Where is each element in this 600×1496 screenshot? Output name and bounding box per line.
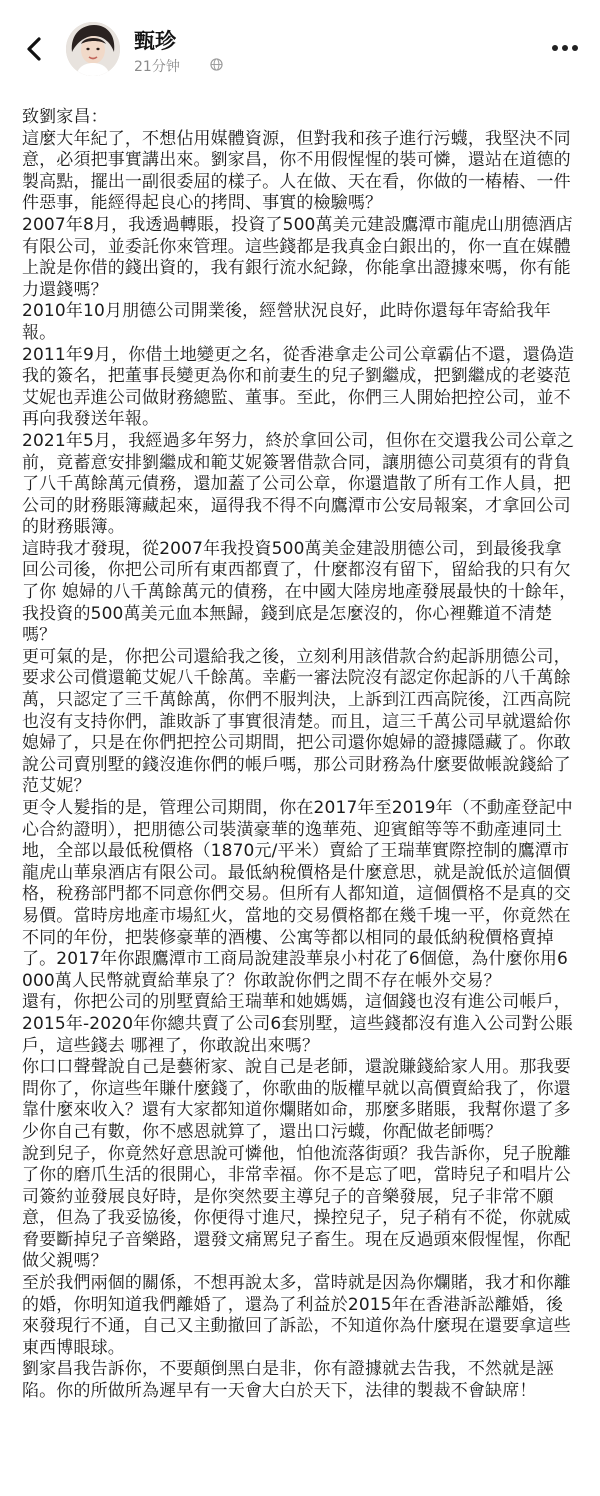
- post-paragraph: 2010年10月朋德公司開業後，經營狀況良好，此時你還每年寄給我年報。: [22, 301, 551, 343]
- post-paragraph: 說到兒子，你竟然好意思說可憐他，怕他流落街頭？我告訴你，兒子脫離了你的磨爪生活的很開心，非常幸福。你不是忘了吧，當時兒子和唱片公司簽約並發展良好時，是你突然要主導兒子的音樂發展，兒子非常不願意，但為了我妥協後，你便得寸進尺，操控兒子，兒子稍有不從，你就威脅要斷掉兒子音樂路，還發文痛罵兒子畜生。現在反過頭來假惺惺，你配做父親嗎？: [22, 1143, 571, 1272]
- post-body: [22, 107, 578, 1403]
- globe-icon: [210, 58, 223, 71]
- post-paragraph: 更令人髮指的是，管理公司期間，你在2017年至2019年（不動產登記中心合約證明），把朋德公司裝潢豪華的逸華苑、迎賓館等等不動產連同土地，全部以最低稅價格（1870元/平米）賣給了王瑞華實際控制的鷹潭市龍虎山華泉酒店有限公司。最低納稅價格是什麼意思，就是說低於這個價格，稅務部門都不同意你們交易。但所有人都知道，這個價格不是真的交易價。當時房地產市場紅火，當地的交易價格都在幾千塊一平，你竟然在不同的年份，把裝修豪華的酒樓、公寓等都以相同的最低納稅價格賣掉了。2017年你跟鷹潭市工商局說建設華泉小村花了6個億，為什麼你用6000萬人民幣就賣給華泉了？你敢說你們之間不存在帳外交易？: [22, 798, 573, 991]
- more-horizontal-icon[interactable]: [548, 38, 582, 58]
- post-paragraph: 還有，你把公司的別墅賣給王瑞華和她媽媽，這個錢也沒有進公司帳戶，2015年-2020年你總共賣了公司6套別墅，這些錢都沒有進入公司對公賬戶，這些錢去 哪裡了，你敢說出來嗎？: [22, 992, 573, 1056]
- post-paragraph: 更可氣的是，你把公司還給我之後，立刻利用該借款合約起訴朋德公司，要求公司償還範艾妮八千餘萬。幸虧一審法院沒有認定你起訴的八千萬餘萬，只認定了三千萬餘萬，你們不服判決，上訴到江西高院後，江西高院也沒有支持你們，誰敗訴了事實很清楚。而且，這三千萬公司早就還給你媳婦了，只是在你們把控公司期間，把公司還你媳婦的證據隱藏了。你敢說公司賣別墅的錢沒進你們的帳戶嗎，那公司財務為什麼要做帳說錢給了范艾妮？: [22, 646, 571, 797]
- post-paragraph: 你口口聲聲說自己是藝術家、說自己是老師，還說賺錢給家人用。那我要問你了，你這些年賺什麼錢了，你歌曲的版權早就以高價賣給我了，你還靠什麼來收入？還有大家都知道你爛賭如命，那麼多賭賬，我幫你還了多少你自己有數，你不感恩就算了，還出口污蠛，你配做老師嗎？: [22, 1057, 571, 1142]
- avatar-portrait-icon: [66, 22, 120, 76]
- chevron-left-icon[interactable]: [18, 32, 52, 66]
- post-header: [0, 0, 600, 98]
- post-paragraph-closing: 劉家昌我告訴你，不要顛倒黑白是非，你有證據就去告我，不然就是誣陷。你的所做所為遲早有一天會大白於天下，法律的製裁不會缺席！: [22, 1359, 554, 1402]
- post-paragraph: 2021年5月，我經過多年努力，終於拿回公司，但你在交還我公司公章之前，竟蓄意安排劉繼成和範艾妮簽署借款合同，讓朋德公司莫須有的背負了八千萬餘萬元債務，還加蓋了公司公章，你還遣散了所有工作人員，把公司的財務賬簿藏起來，逼得我不得不向鷹潭市公安局報案，才拿回公司的財務賬簿。: [22, 430, 575, 538]
- post-time: 21分钟: [134, 59, 180, 75]
- post-paragraph: 至於我們兩個的關係，不想再說太多，當時就是因為你爛賭，我才和你離的婚，你明知道我們離婚了，還為了利益於2015年在香港訴訟離婚，後來發現行不通，自己又主動撤回了訴訟，不知道你為什麼現在還要拿這些東西博眼球。: [22, 1273, 571, 1358]
- post-paragraph: 這時我才發現，從2007年我投資500萬美金建設朋德公司，到最後我拿回公司後，你把公司所有東西都賣了，什麼都沒有留下，留給我的只有欠了你 媳婦的八千萬餘萬元的債務，在中國大陸房地產發展最快的十餘年，我投資的500萬美元血本無歸，錢到底是怎麼沒的，你心裡難道不清楚嗎？: [22, 538, 577, 646]
- avatar[interactable]: [66, 22, 120, 76]
- post-paragraph: 2011年9月，你借土地變更之名，從香港拿走公司公章霸佔不還，還偽造我的簽名，把董事長變更為你和前妻生的兒子劉繼成，把劉繼成的老婆范艾妮也弄進公司做財務總監、董事。至此，你們三人開始把控公司，並不再向我發送年報。: [22, 344, 575, 430]
- post-paragraph: 這麼大年紀了，不想佔用媒體資源，但對我和孩子進行污蠛，我堅決不同意，必須把事實講出來。劉家昌，你不用假惺惺的裝可憐，還站在道德的製高點，擺出一副很委屈的樣子。人在做、天在看，你做的一樁樁、一件件惡事，能經得起良心的拷問、事實的檢驗嗎？: [22, 128, 571, 214]
- post-paragraph-salutation: 致劉家昌：: [22, 107, 108, 127]
- author-name[interactable]: 甄珍: [134, 29, 176, 53]
- post-paragraph: 2007年8月，我透過轉賬，投資了500萬美元建設鷹潭市龍虎山朋德酒店有限公司，並委託你來管理。這些錢都是我真金白銀出的，你一直在媒體上說是你借的錢出資的，我有銀行流水紀錄，你能拿出證據來嗎，你有能力還錢嗎？: [22, 214, 573, 300]
